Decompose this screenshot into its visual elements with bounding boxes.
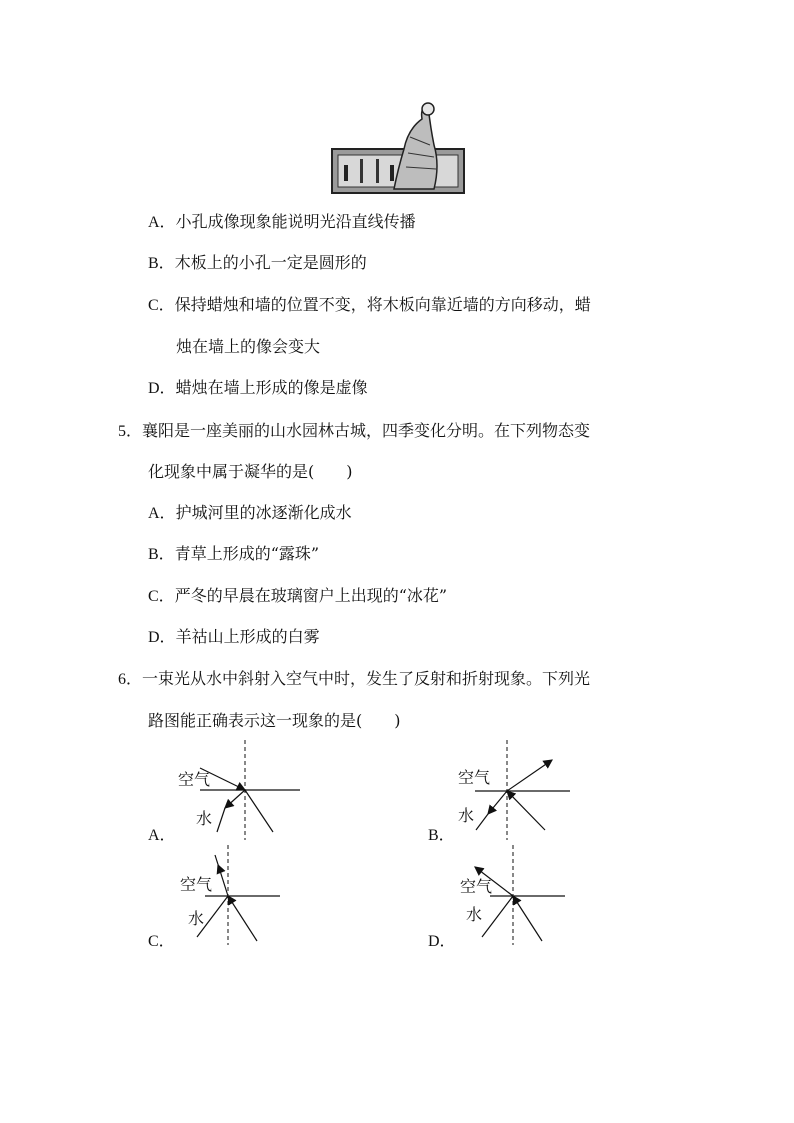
- diagram-a-ray-refracted: [225, 790, 245, 808]
- q5-stem-continued: 化现象中属于凝华的是( ): [148, 462, 353, 481]
- diagram-d: [470, 845, 570, 945]
- q5-option-b: B．青草上形成的“露珠”: [148, 544, 320, 563]
- diagram-a: [195, 740, 305, 840]
- q5-stem: 5．襄阳是一座美丽的山水园林古城，四季变化分明。在下列物态变: [118, 421, 591, 440]
- q5-option-c: C．严冬的早晨在玻璃窗户上出现的“冰花”: [148, 586, 448, 605]
- diagram-d-ray-incident: [513, 896, 542, 941]
- diagram-b: [470, 740, 580, 840]
- diagram-c-ray-refracted: [215, 855, 228, 896]
- q5-option-a: A．护城河里的冰逐渐化成水: [148, 503, 352, 522]
- q4-option-d: D．蜡烛在墙上形成的像是虚像: [148, 378, 368, 397]
- q4-option-a: A．小孔成像现象能说明光沿直线传播: [148, 212, 416, 231]
- diagram-d-ray-refracted: [475, 867, 513, 896]
- diagram-c-letter: C．: [148, 933, 175, 950]
- diagram-b-ray-reflected: [488, 791, 507, 814]
- diagram-a-ray-incident: [200, 768, 245, 790]
- q4-option-c-continued: 烛在墙上的像会变大: [176, 337, 321, 356]
- diagram-b-ray-incident: [507, 791, 545, 830]
- q4-option-b: B．木板上的小孔一定是圆形的: [148, 253, 367, 272]
- diagram-c-water-label: 水: [188, 911, 205, 928]
- diagram-a-ray-reflected: [245, 790, 273, 832]
- diagram-c-ray-incident: [228, 896, 257, 941]
- q6-stem: 6．一束光从水中斜射入空气中时，发生了反射和折射现象。下列光: [118, 669, 591, 688]
- diagram-d-air-label: 空气: [460, 879, 493, 896]
- q5-option-d: D．羊祜山上形成的白雾: [148, 627, 320, 646]
- diagram-d-ray-reflected: [482, 896, 513, 937]
- diagram-a-letter: A．: [148, 827, 176, 844]
- diagram-b-air-label: 空气: [458, 770, 491, 787]
- diagram-a-air-label: 空气: [178, 772, 211, 789]
- diagram-a-water-label: 水: [196, 811, 213, 828]
- diagram-b-letter: B．: [428, 827, 455, 844]
- q6-stem-continued: 路图能正确表示这一现象的是( ): [148, 711, 401, 730]
- diagram-c-air-label: 空气: [180, 877, 213, 894]
- diagram-c-ray-reflected: [197, 896, 228, 937]
- diagram-d-water-label: 水: [466, 907, 483, 924]
- diagram-d-letter: D．: [428, 933, 456, 950]
- q4-option-c: C．保持蜡烛和墙的位置不变，将木板向靠近墙的方向移动，蜡: [148, 295, 591, 314]
- pinhole-illustration: [330, 97, 470, 197]
- diagram-c: [185, 845, 285, 945]
- diagram-b-water-label: 水: [458, 808, 475, 825]
- diagram-b-ray-refracted: [507, 760, 552, 791]
